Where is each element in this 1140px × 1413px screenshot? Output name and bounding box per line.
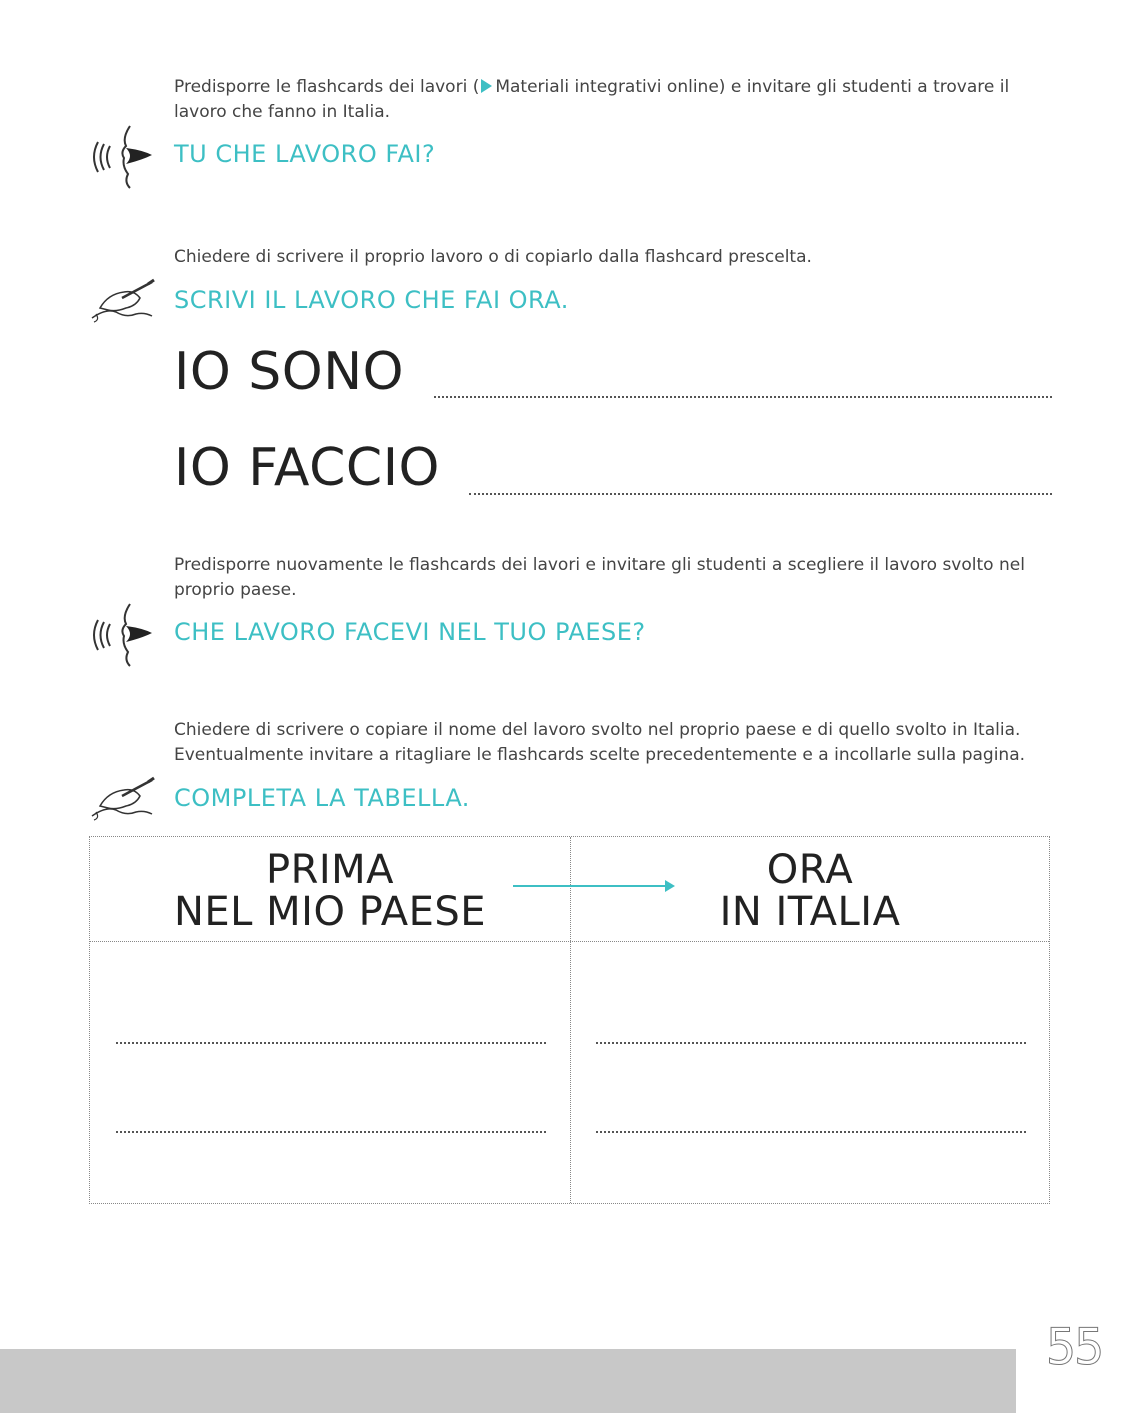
left-write-line-2[interactable]: [116, 1131, 546, 1133]
heading-completa-la-tabella: COMPLETA LA TABELLA.: [174, 784, 470, 812]
instruction-3: Predisporre nuovamente le flashcards dei lavori e invitare gli studenti a scegliere il lavoro svolto nel proprio paese.: [174, 555, 1025, 600]
right-write-line-2[interactable]: [596, 1131, 1026, 1133]
writing-hand-icon: [86, 776, 158, 826]
header-prima: PRIMA NEL MIO PAESE: [173, 847, 487, 935]
io-sono-write-line[interactable]: [434, 396, 1052, 398]
play-triangle-icon: [481, 79, 492, 93]
speaking-mouth-icon: [86, 602, 158, 672]
io-faccio-label: IO FACCIO: [174, 438, 440, 498]
io-faccio-write-line[interactable]: [469, 493, 1052, 495]
right-write-line-1[interactable]: [596, 1042, 1026, 1044]
online-materials-link[interactable]: Materiali integrativi online: [495, 77, 719, 97]
page-number: 55: [1046, 1318, 1103, 1376]
speaking-mouth-icon: [86, 124, 158, 194]
heading-scrivi-il-lavoro: SCRIVI IL LAVORO CHE FAI ORA.: [174, 286, 569, 314]
comparison-table: [89, 836, 1050, 1204]
instruction-4: Chiedere di scrivere o copiare il nome del lavoro svolto nel proprio paese e di quello svolto in Italia. Eventualmente invitare a ritagliare le flashcards scelte precedentemente e a incollarle sulla pagina.: [174, 720, 1026, 765]
io-sono-label: IO SONO: [174, 342, 405, 402]
instruction-2: Chiedere di scrivere il proprio lavoro o di copiarlo dalla flashcard prescelta.: [174, 247, 812, 267]
instruction-1: Predisporre le flashcards dei lavori ( Materiali integrativi online) e invitare gli studenti a trovare il lavoro che fanno in Italia.: [174, 77, 1010, 122]
header-ora: ORA IN ITALIA: [719, 847, 901, 935]
footer-bar: [0, 1349, 1016, 1413]
heading-che-lavoro-facevi: CHE LAVORO FACEVI NEL TUO PAESE?: [174, 618, 646, 646]
heading-tu-che-lavoro-fai: TU CHE LAVORO FAI?: [174, 140, 436, 168]
writing-hand-icon: [86, 278, 158, 328]
left-write-line-1[interactable]: [116, 1042, 546, 1044]
